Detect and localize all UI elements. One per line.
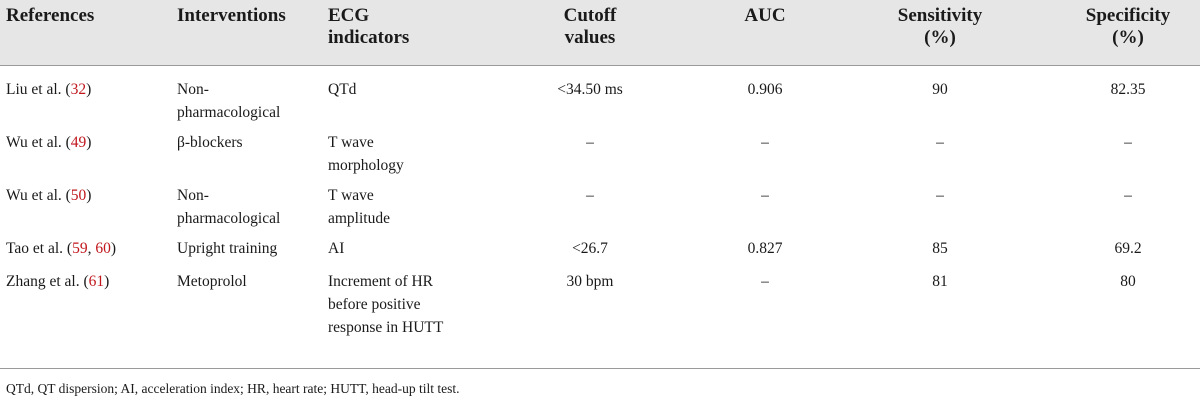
row-3-reference: Wu et al. (50) bbox=[6, 187, 92, 204]
citation-link[interactable]: 59 bbox=[72, 240, 88, 257]
row-5-cutoff: 30 bpm bbox=[566, 273, 614, 290]
row-4-specificity: 69.2 bbox=[1114, 240, 1142, 257]
row-1-indicator: QTd bbox=[328, 81, 357, 98]
citation-link[interactable]: 60 bbox=[95, 240, 111, 257]
row-2-intervention: β-blockers bbox=[177, 134, 243, 151]
row-4-sensitivity: 85 bbox=[932, 240, 948, 257]
header-interventions: Interventions bbox=[177, 5, 286, 26]
row-2-reference: Wu et al. (49) bbox=[6, 134, 92, 151]
row-3-specificity: – bbox=[1124, 187, 1132, 204]
row-2-cutoff: – bbox=[586, 134, 594, 151]
row-1-auc: 0.906 bbox=[747, 81, 783, 98]
citation-link[interactable]: 49 bbox=[70, 134, 87, 151]
header-sensitivity: Sensitivity (%) bbox=[897, 5, 983, 48]
row-4-indicator: AI bbox=[328, 240, 345, 257]
row-2-sensitivity: – bbox=[936, 134, 944, 151]
citation-link[interactable]: 61 bbox=[88, 273, 105, 290]
row-1-intervention: Non-pharmacological bbox=[177, 81, 281, 121]
citation-link[interactable]: 32 bbox=[70, 81, 87, 98]
row-5-intervention: Metoprolol bbox=[177, 273, 247, 290]
citation-link[interactable]: 50 bbox=[70, 187, 87, 204]
row-5-sensitivity: 81 bbox=[932, 273, 948, 290]
header-ecg-indicators: ECG indicators bbox=[328, 5, 410, 48]
row-2-indicator: T wave morphology bbox=[328, 134, 404, 174]
row-5-reference: Zhang et al. (61) bbox=[6, 273, 110, 290]
row-3-sensitivity: – bbox=[936, 187, 944, 204]
row-4-cutoff: <26.7 bbox=[572, 240, 608, 257]
header-cutoff-values: Cutoff values bbox=[563, 5, 617, 48]
row-1-sensitivity: 90 bbox=[932, 81, 948, 98]
row-1-specificity: 82.35 bbox=[1110, 81, 1146, 98]
row-3-intervention: Non-pharmacological bbox=[177, 187, 281, 227]
row-2-auc: – bbox=[761, 134, 769, 151]
header-specificity: Specificity (%) bbox=[1085, 5, 1171, 48]
row-5-auc: – bbox=[761, 273, 769, 290]
row-1-cutoff: <34.50 ms bbox=[557, 81, 623, 98]
row-5-indicator: Increment of HR before positive response in HUTT bbox=[328, 273, 444, 336]
header-references: References bbox=[6, 5, 95, 26]
row-3-auc: – bbox=[761, 187, 769, 204]
table-header bbox=[0, 0, 1200, 65]
header-rule bbox=[0, 65, 1200, 66]
row-4-intervention: Upright training bbox=[177, 240, 278, 257]
row-3-cutoff: – bbox=[586, 187, 594, 204]
row-5-specificity: 80 bbox=[1120, 273, 1136, 290]
row-4-auc: 0.827 bbox=[747, 240, 783, 257]
row-2-specificity: – bbox=[1124, 134, 1132, 151]
row-3-indicator: T wave amplitude bbox=[328, 187, 390, 227]
table-footnote: QTd, QT dispersion; AI, acceleration index; HR, heart rate; HUTT, head-up tilt test. bbox=[6, 381, 460, 396]
footer-rule bbox=[0, 368, 1200, 369]
header-auc: AUC bbox=[744, 5, 786, 26]
row-1-reference: Liu et al. (32) bbox=[6, 81, 92, 98]
row-4-reference: Tao et al. (59, 60) bbox=[6, 240, 116, 257]
